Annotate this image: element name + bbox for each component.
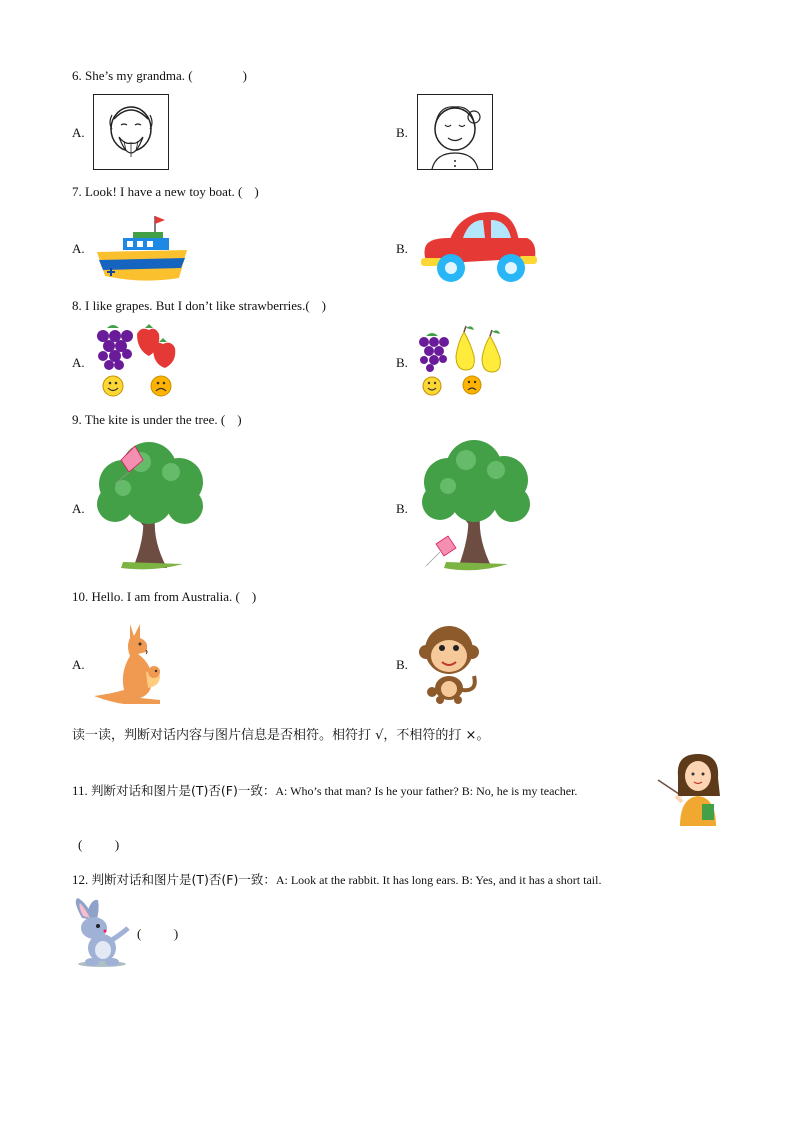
toy-boat-icon	[93, 212, 191, 286]
option-a-label: A.	[72, 241, 85, 256]
question-6	[72, 68, 247, 84]
question-7	[72, 184, 259, 200]
question-number: 12.	[72, 872, 89, 887]
question-8	[72, 298, 326, 314]
question-12	[72, 870, 601, 888]
grandpa-face-icon	[93, 94, 169, 170]
kangaroo-icon	[90, 620, 180, 704]
grandma-face-icon	[417, 94, 493, 170]
answer-blank-close: )	[242, 68, 247, 83]
answer-blank-close: )	[237, 412, 242, 427]
question-10	[72, 589, 256, 605]
option-a-label: A.	[72, 355, 85, 370]
kite-under-tree-icon	[416, 436, 536, 574]
option-a-label: A.	[72, 501, 85, 516]
option-b-label: B.	[396, 355, 408, 370]
question-9	[72, 412, 242, 428]
answer-blank-11[interactable]: ( )	[78, 837, 120, 852]
question-text: I like grapes. But I don’t like strawberries.(	[85, 298, 310, 313]
grapes-pears-icon	[416, 322, 508, 400]
question-11	[72, 781, 577, 799]
option-b-label: B.	[396, 241, 408, 256]
question-prefix: 判断对话和图片是(T)否(F)一致：	[91, 783, 276, 798]
option-b-label: B.	[396, 125, 408, 140]
monkey-icon	[418, 622, 480, 704]
question-dialogue: A: Who’s that man? Is he your father? B: No, he is my teacher.	[275, 784, 578, 798]
question-text: Hello. I am from Australia. (	[91, 589, 240, 604]
toy-car-icon	[419, 208, 539, 286]
answer-blank-close: )	[321, 298, 327, 313]
option-b-label: B.	[396, 501, 408, 516]
question-text: The kite is under the tree. (	[84, 412, 226, 427]
option-a-label: A.	[72, 657, 85, 672]
question-dialogue: A: Look at the rabbit. It has long ears. B: Yes, and it has a short tail.	[275, 873, 602, 887]
question-number: 6.	[72, 68, 82, 83]
grapes-strawberries-icon	[93, 322, 185, 400]
section-instruction: 读一读，判断对话内容与图片信息是否相符。相符打 √，不相符的打 ×。	[72, 728, 490, 743]
question-number: 8.	[72, 298, 82, 313]
question-prefix: 判断对话和图片是(T)否(F)一致：	[91, 872, 276, 887]
question-number: 11.	[72, 783, 88, 798]
question-number: 9.	[72, 412, 82, 427]
teacher-icon	[654, 752, 724, 826]
option-b-label: B.	[396, 657, 408, 672]
kite-in-tree-icon	[93, 438, 207, 572]
question-text: Look! I have a new toy boat. (	[85, 184, 243, 199]
answer-blank-close: )	[254, 184, 259, 199]
option-a-label: A.	[72, 125, 85, 140]
question-text: She’s my grandma. (	[85, 68, 193, 83]
question-number: 7.	[72, 184, 82, 199]
answer-blank-12[interactable]: ( )	[137, 926, 179, 941]
answer-blank-close: )	[251, 589, 257, 604]
rabbit-icon	[72, 898, 134, 968]
question-number: 10.	[72, 589, 89, 604]
